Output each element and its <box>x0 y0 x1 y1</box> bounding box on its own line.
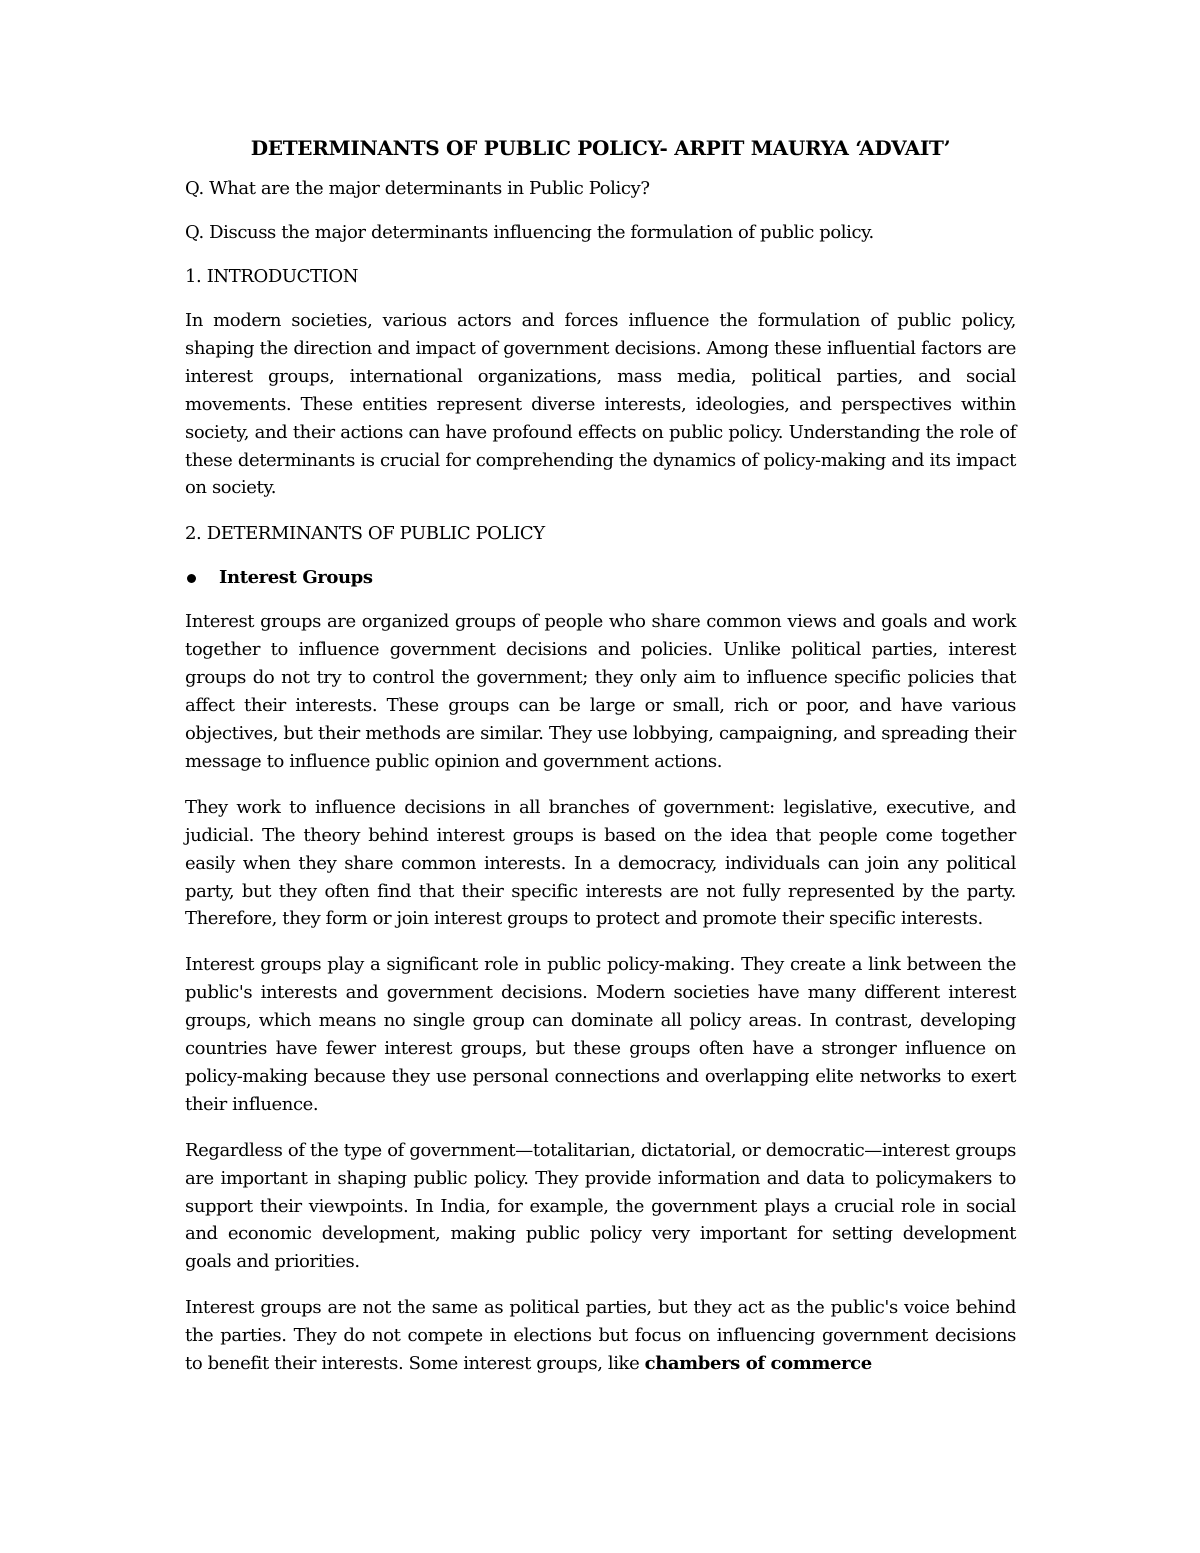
last-paragraph-bold-text: chambers of commerce <box>644 1353 872 1375</box>
last-paragraph-text: Interest groups are not the same as political parties, but they act as the public's voice behind the parties. They do not compete in elections but focus on influencing government decisions to benefit their interests. Some interest groups, like <box>185 1297 1016 1375</box>
body-paragraph-last <box>185 1294 1016 1378</box>
body-paragraph: Interest groups are organized groups of people who share common views and goals and work together to influence government decisions and policies. Unlike political parties, interest groups do not try to control the government; they only aim to influence specific policies that affect their interests. These groups can be large or small, rich or poor, and have various objectives, but their methods are similar. They use lobbying, campaigning, and spreading their message to influence public opinion and government actions. <box>185 611 1016 772</box>
bullet-icon <box>187 574 196 583</box>
section-heading-determinants: 2. DETERMINANTS OF PUBLIC POLICY <box>185 523 545 545</box>
bullet-label: Interest Groups <box>219 567 373 589</box>
body-paragraph: Regardless of the type of government—totalitarian, dictatorial, or democratic—interest groups are important in shaping public policy. They provide information and data to policymakers to support their viewpoints. In India, for example, the government plays a crucial role in social and economic development, making public policy very important for setting development goals and priorities. <box>185 1139 1016 1273</box>
section-heading-introduction: 1. INTRODUCTION <box>185 266 359 287</box>
document-title: DETERMINANTS OF PUBLIC POLICY- ARPIT MAURYA ‘ADVAIT’ <box>250 136 951 160</box>
question-2: Q. Discuss the major determinants influencing the formulation of public policy. <box>185 222 874 243</box>
introduction-paragraph: In modern societies, various actors and forces influence the formulation of public policy, shaping the direction and impact of government decisions. Among these influential factors are interest groups, international organizations, mass media, political parties, and social movements. These entities represent diverse interests, ideologies, and perspectives within society, and their actions can have profound effects on public policy. Understanding the role of these determinants is crucial for comprehending the dynamics of policy-making and its impact on society. <box>185 310 1016 499</box>
document-content <box>185 134 1016 1396</box>
body-paragraph: They work to influence decisions in all branches of government: legislative, executive, and judicial. The theory behind interest groups is based on the idea that people come together easily when they share common interests. In a democracy, individuals can join any political party, but they often find that their specific interests are not fully represented by the party. Therefore, they form or join interest groups to protect and promote their specific interests. <box>185 796 1016 930</box>
bullet-interest-groups <box>185 564 1016 592</box>
body-paragraph: Interest groups play a significant role in public policy-making. They create a link between the public's interests and government decisions. Modern societies have many different interest groups, which means no single group can dominate all policy areas. In contrast, developing countries have fewer interest groups, but these groups often have a stronger influence on policy-making because they use personal connections and overlapping elite networks to exert their influence. <box>185 954 1016 1115</box>
question-1: Q. What are the major determinants in Public Policy? <box>185 178 650 199</box>
